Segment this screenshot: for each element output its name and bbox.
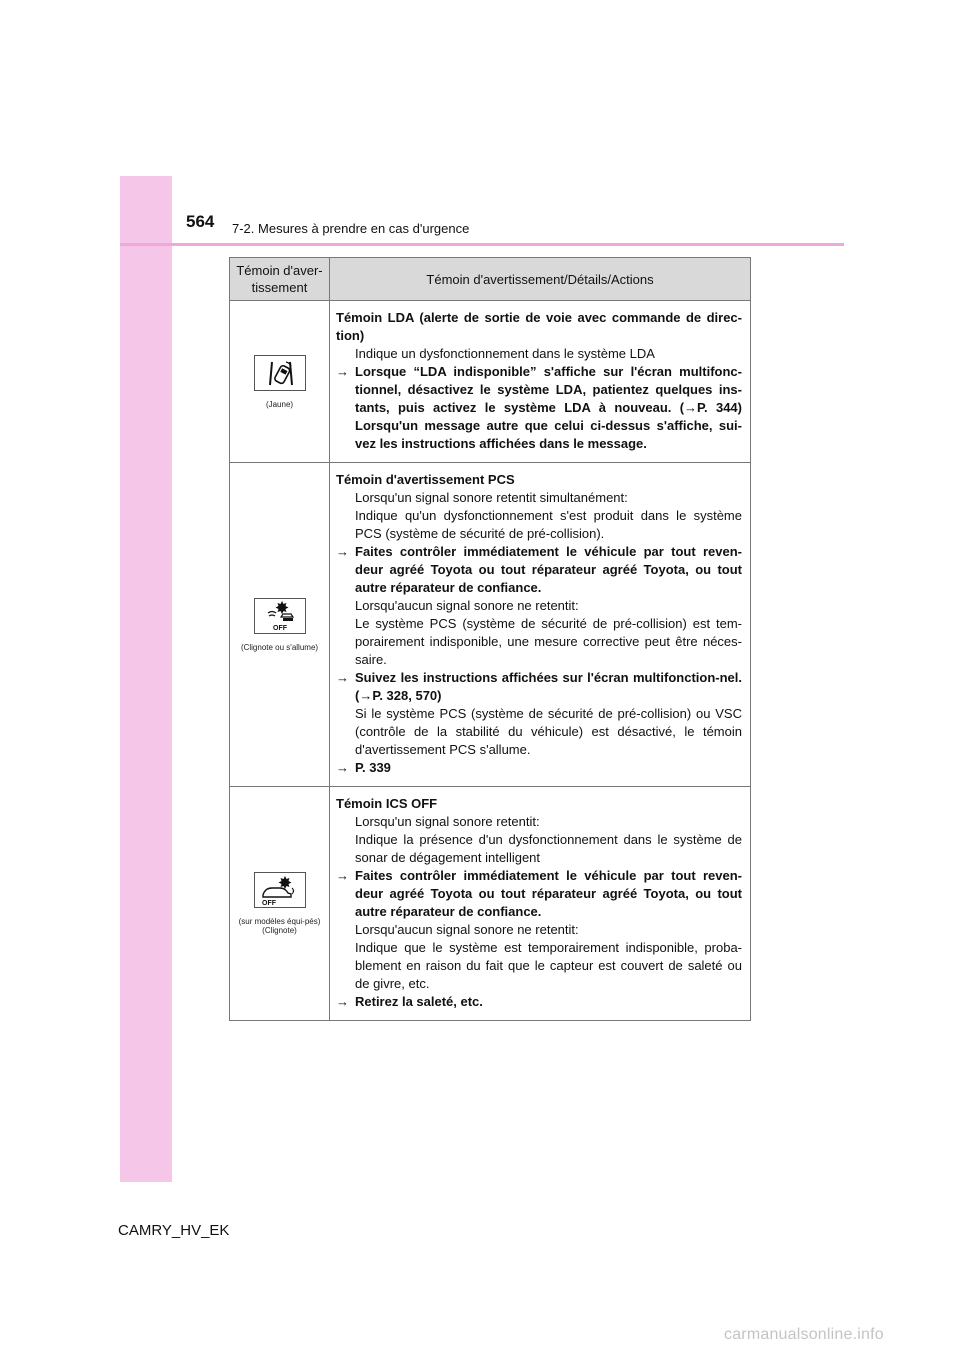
arrow-icon: →	[336, 868, 349, 883]
column-header-light	[230, 258, 330, 301]
icon-cell	[230, 301, 330, 463]
off-label: OFF	[272, 624, 287, 632]
icon-cell	[230, 463, 330, 787]
arrow-icon: →	[336, 364, 349, 379]
details-cell	[330, 787, 751, 1021]
row-action	[336, 759, 742, 777]
off-label: OFF	[261, 900, 276, 907]
row-condition: Lorsqu'un signal sonore retentit simultanément:	[355, 490, 628, 505]
details-cell	[330, 463, 751, 787]
row-condition: Lorsqu'aucun signal sonore ne retentit:	[355, 922, 579, 937]
row-action	[336, 543, 742, 597]
row-action-text: Suivez les instructions affichées sur l'écran multifonction-nel. (→P. 328, 570)	[355, 670, 742, 703]
table-row	[230, 787, 751, 1021]
row-condition: Lorsqu'un signal sonore retentit:	[355, 814, 540, 829]
row-description: Indique un dysfonctionnement dans le système LDA	[355, 346, 655, 361]
row-action	[336, 867, 742, 921]
ics-off-icon	[254, 872, 306, 908]
row-action	[336, 363, 742, 453]
header-rule	[120, 243, 844, 246]
row-action	[336, 993, 742, 1011]
row-description: Indique que le système est temporairement indisponible, proba-blement en raison du fait que le capteur est couvert de saleté ou de givre, etc.	[355, 940, 742, 991]
row-action-text: Retirez la saleté, etc.	[355, 994, 483, 1009]
column-header-details-text: Témoin d'avertissement/Détails/Actions	[426, 271, 654, 287]
table-row	[230, 301, 751, 463]
row-title: Témoin d'avertissement PCS	[336, 472, 515, 487]
icon-caption: (sur modèles équi-pés) (Clignote)	[238, 917, 321, 935]
lane-departure-icon	[254, 355, 306, 391]
arrow-icon: →	[336, 994, 349, 1009]
row-action-text: P. 339	[355, 760, 391, 775]
side-color-band	[120, 176, 172, 1182]
icon-caption: (Jaune)	[265, 399, 294, 409]
icon-cell	[230, 787, 330, 1021]
section-title: 7-2. Mesures à prendre en cas d'urgence	[232, 221, 470, 236]
row-action-text: Lorsque “LDA indisponible” s'affiche sur l'écran multifonc-tionnel, désactivez le système LDA, patientez quelques ins-tants, puis activez le système LDA à nouveau. (→P. 344) Lorsqu'un message autre que celui ci-dessus s'affiche, sui-vez les instructions affichées dans le message.	[355, 364, 742, 451]
row-action-text: Faites contrôler immédiatement le véhicule par tout reven-deur agréé Toyota ou tout réparateur agréé Toyota, ou tout autre réparateur de confiance.	[355, 868, 742, 919]
row-description: Indique la présence d'un dysfonctionnement dans le système de sonar de dégagement intelligent	[355, 832, 742, 865]
watermark-link[interactable]: carmanualsonline.info	[724, 1326, 884, 1343]
row-action-text: Faites contrôler immédiatement le véhicule par tout reven-deur agréé Toyota ou tout réparateur agréé Toyota, ou tout autre réparateur de confiance.	[355, 544, 742, 595]
row-description: Si le système PCS (système de sécurité de pré-collision) ou VSC (contrôle de la stabilité du véhicule) est désactivé, le témoin d'avertissement PCS s'allume.	[355, 706, 742, 757]
column-header-details	[330, 258, 751, 301]
row-title: Témoin ICS OFF	[336, 796, 438, 811]
row-description: Indique qu'un dysfonctionnement s'est produit dans le système PCS (système de sécurité de pré-collision).	[355, 508, 742, 541]
row-action	[336, 669, 742, 705]
details-cell	[330, 301, 751, 463]
model-code: CAMRY_HV_EK	[118, 1222, 230, 1239]
icon-caption: (Clignote ou s'allume)	[240, 642, 319, 652]
arrow-icon: →	[336, 760, 349, 775]
row-title: Témoin LDA (alerte de sortie de voie avec commande de direc-tion)	[336, 310, 742, 343]
arrow-icon: →	[336, 670, 349, 685]
column-header-light-text: Témoin d'aver- tissement	[236, 263, 323, 295]
pcs-off-icon	[254, 598, 306, 634]
warning-lights-table	[229, 257, 751, 1021]
page-number: 564	[186, 212, 215, 231]
row-condition: Lorsqu'aucun signal sonore ne retentit:	[355, 598, 579, 613]
row-description: Le système PCS (système de sécurité de pré-collision) est tem-porairement indisponible, une mesure corrective peut être néces-saire.	[355, 616, 742, 667]
arrow-icon: →	[336, 544, 349, 559]
table-header-row	[230, 258, 751, 301]
table-row	[230, 463, 751, 787]
